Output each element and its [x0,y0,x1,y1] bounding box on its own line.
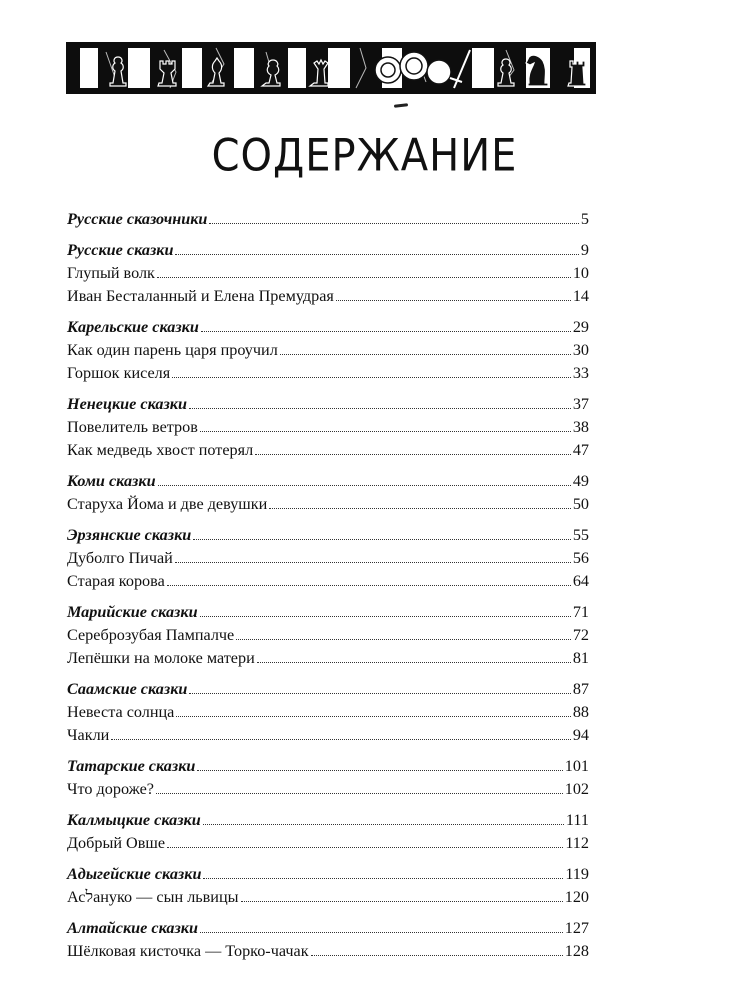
toc-entry[interactable] [67,547,589,570]
toc-section [67,809,589,855]
page-number: 64 [572,572,589,590]
toc-section-heading[interactable] [67,208,589,231]
dot-leader [189,693,570,694]
dot-leader [156,793,563,794]
page-number: 14 [572,287,589,305]
entry-title: Горшок киселя [67,364,171,382]
entry-title: Невеста солнца [67,703,175,721]
toc-section-heading[interactable] [67,470,589,493]
page-number: 50 [572,495,589,513]
dot-leader [241,901,563,902]
page-number: 81 [572,649,589,667]
entry-title: Сереброзубая Пампалче [67,626,235,644]
toc-entry[interactable] [67,832,589,855]
table-of-contents [67,208,589,971]
dot-leader [197,770,562,771]
entry-title: Как один парень царя проучил [67,341,278,359]
dot-leader [167,847,563,848]
dot-leader [200,616,571,617]
toc-entry[interactable] [67,778,589,801]
toc-section-heading[interactable] [67,316,589,339]
page-number: 71 [572,603,589,621]
entry-title: Добрый Овше [67,834,166,852]
page-number: 102 [564,780,589,798]
section-title: Эрзянские сказки [67,526,192,544]
toc-entry[interactable] [67,701,589,724]
section-title: Ненецкие сказки [67,395,187,413]
page-number: 55 [572,526,589,544]
page-number: 29 [572,318,589,336]
entry-title: Иван Бесталанный и Елена Премудрая [67,287,334,305]
toc-section [67,917,589,963]
dot-leader [269,508,571,509]
page-number: 47 [572,441,589,459]
section-title: Татарские сказки [67,757,196,775]
page-number: 87 [572,680,589,698]
page-number: 9 [580,241,589,259]
section-title: Алтайские сказки [67,919,199,937]
toc-section [67,524,589,593]
toc-entry[interactable] [67,624,589,647]
section-title: Русские сказки [67,241,174,259]
toc-section-heading[interactable] [67,393,589,416]
toc-entry[interactable] [67,262,589,285]
dot-leader [236,639,571,640]
toc-entry[interactable] [67,724,589,747]
dot-leader [111,739,571,740]
entry-title: Лепёшки на молоке матери [67,649,255,667]
decorative-banner [66,42,596,94]
dot-leader [201,331,571,332]
dot-leader [209,223,578,224]
page-number: 127 [564,919,589,937]
toc-section-heading[interactable] [67,863,589,886]
entry-title: Асלануко — сын львицы [67,888,239,906]
toc-section [67,470,589,516]
toc-entry[interactable] [67,285,589,308]
page-number: 38 [572,418,589,436]
page-number: 101 [564,757,589,775]
page-number: 88 [572,703,589,721]
dot-leader [175,562,571,563]
section-title: Калмыцкие сказки [67,811,201,829]
page-number: 119 [565,865,589,883]
page-number: 120 [564,888,589,906]
dot-leader [203,824,564,825]
dot-leader [158,485,571,486]
toc-section [67,393,589,462]
toc-section-heading[interactable] [67,678,589,701]
toc-entry[interactable] [67,439,589,462]
dot-leader [172,377,571,378]
page-number: 49 [572,472,589,490]
toc-section-heading[interactable] [67,601,589,624]
dot-leader [311,955,563,956]
toc-section-heading[interactable] [67,917,589,940]
page-number: 5 [580,210,589,228]
section-title: Карельские сказки [67,318,199,336]
toc-section [67,239,589,308]
dot-leader [255,454,571,455]
page-number: 33 [572,364,589,382]
dot-leader [189,408,571,409]
dot-leader [176,716,570,717]
dot-leader [257,662,571,663]
entry-title: Чакли [67,726,110,744]
toc-section [67,863,589,909]
section-title: Адыгейские сказки [67,865,202,883]
toc-section-heading[interactable] [67,239,589,262]
page-number: 30 [572,341,589,359]
page-title: СОДЕРЖАНИЕ [211,130,518,182]
dot-leader [200,932,563,933]
toc-section [67,316,589,385]
toc-entry[interactable] [67,493,589,516]
ornament-dash [394,103,408,107]
entry-title: Глупый волк [67,264,155,282]
page-number: 72 [572,626,589,644]
dot-leader [203,878,563,879]
dot-leader [157,277,571,278]
section-title: Коми сказки [67,472,156,490]
toc-section-heading[interactable] [67,809,589,832]
section-title: Русские сказочники [67,210,208,228]
page-number: 56 [572,549,589,567]
entry-title: Что дороже? [67,780,154,798]
page-number: 128 [564,942,589,960]
section-title: Саамские сказки [67,680,188,698]
toc-entry[interactable] [67,647,589,670]
dot-leader [193,539,571,540]
toc-section [67,208,589,231]
page-number: 112 [565,834,589,852]
toc-section [67,601,589,670]
toc-entry[interactable] [67,570,589,593]
page-number: 111 [565,811,589,829]
entry-title: Повелитель ветров [67,418,198,436]
toc-section [67,755,589,801]
toc-entry[interactable] [67,416,589,439]
page-number: 94 [572,726,589,744]
entry-title: Старуха Йома и две девушки [67,495,268,513]
page-number: 10 [572,264,589,282]
dot-leader [167,585,571,586]
entry-title: Как медведь хвост потерял [67,441,254,459]
dot-leader [336,300,571,301]
toc-section-heading[interactable] [67,524,589,547]
entry-title: Дуболго Пичай [67,549,173,567]
toc-entry[interactable] [67,940,589,963]
toc-entry[interactable] [67,886,589,909]
entry-title: Шёлковая кисточка — Торко-чачак [67,942,309,960]
section-title: Марийские сказки [67,603,198,621]
toc-section [67,678,589,747]
toc-section-heading[interactable] [67,755,589,778]
toc-entry[interactable] [67,362,589,385]
dot-leader [200,431,571,432]
page-number: 37 [572,395,589,413]
entry-title: Старая корова [67,572,165,590]
dot-leader [175,254,578,255]
dot-leader [280,354,571,355]
toc-entry[interactable] [67,339,589,362]
